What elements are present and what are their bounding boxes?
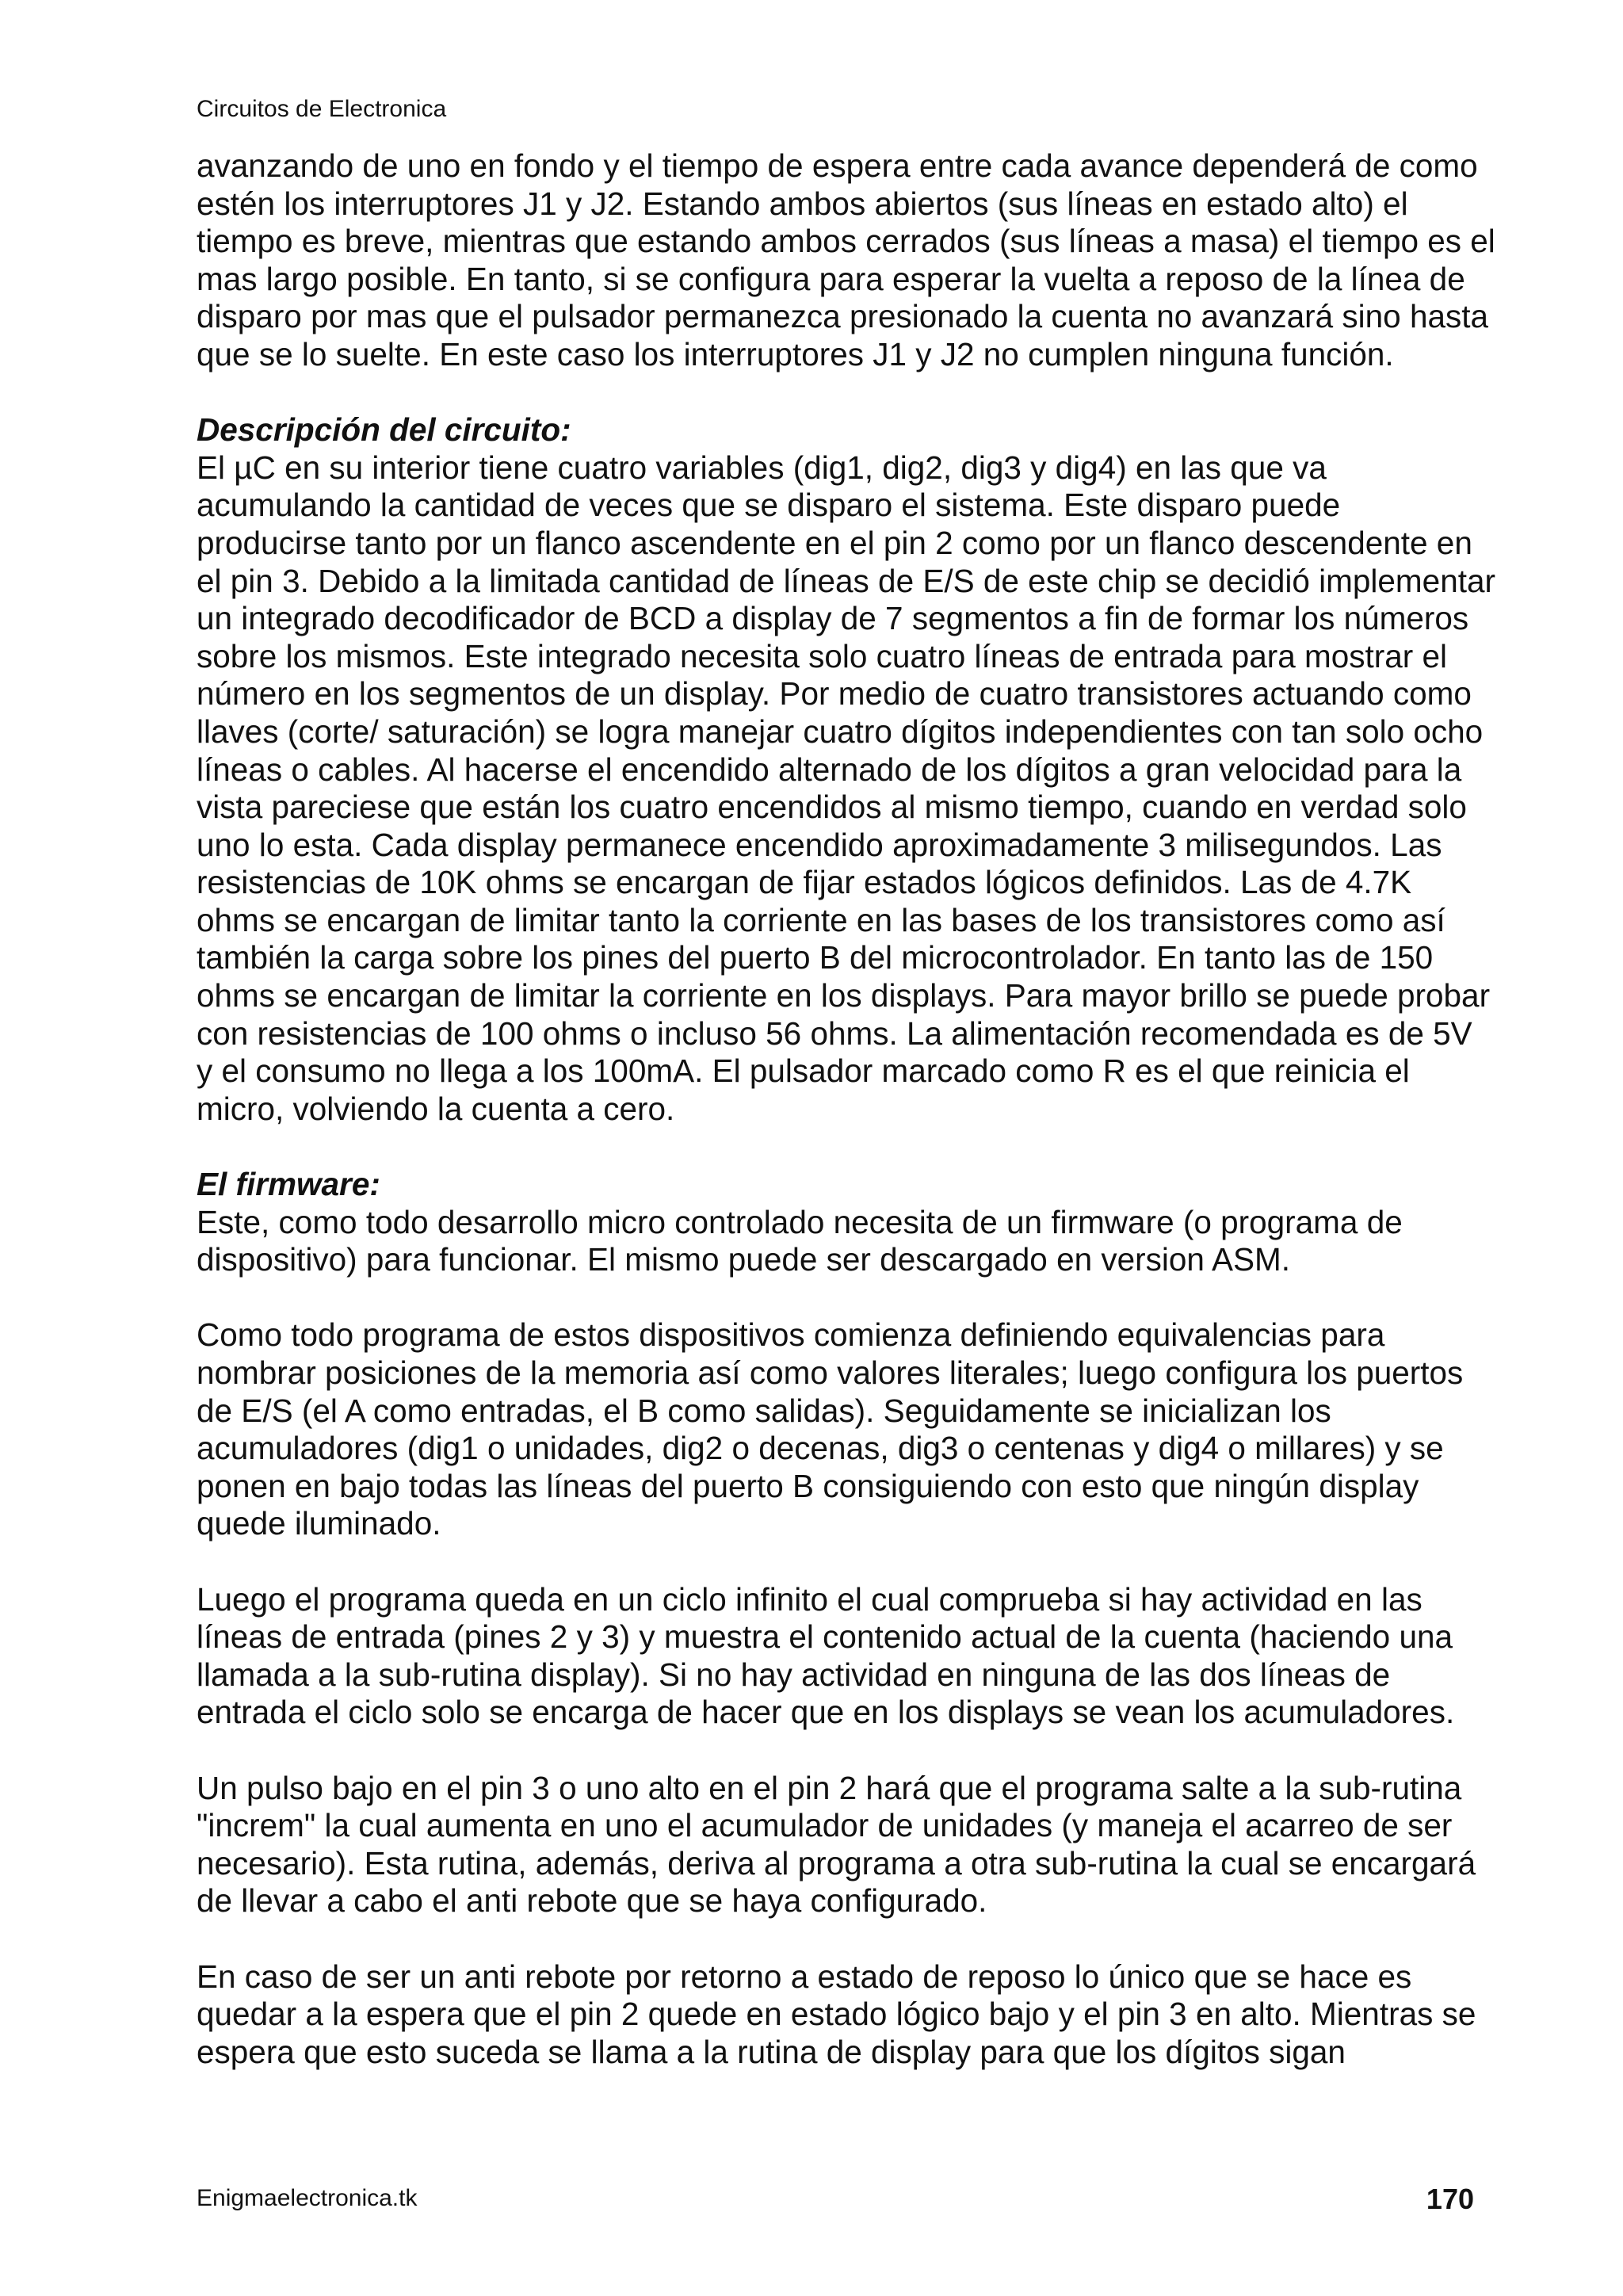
running-header: Circuitos de Electronica bbox=[197, 96, 447, 122]
paragraph-firmware-increm: Un pulso bajo en el pin 3 o uno alto en el pin 2 hará que el programa salte a la sub-rutina "increm" la cual aumenta en uno el acumulador de unidades (y maneja el acarreo de ser necesario). Esta rutina, además, deriva al programa a otra sub-rutina la cual se encargará de llevar a cabo el anti rebote que se haya configurado. bbox=[197, 1769, 1476, 1920]
paragraph-firmware-loop: Luego el programa queda en un ciclo infinito el cual comprueba si hay actividad en las líneas de entrada (pines 2 y 3) y muestra el contenido actual de la cuenta (haciendo una llamada a la sub-rutina display). Si no hay actividad en ninguna de las dos líneas de entrada el ciclo solo se encarga de hacer que en los displays se vean los acumuladores. bbox=[197, 1580, 1455, 1731]
page-content bbox=[197, 147, 1496, 2071]
paragraph-firmware-intro: Este, como todo desarrollo micro controlado necesita de un firmware (o programa de dispositivo) para funcionar. El mismo puede ser descargado en version ASM. bbox=[197, 1203, 1403, 1278]
paragraph-intro: avanzando de uno en fondo y el tiempo de espera entre cada avance dependerá de como estén los interruptores J1 y J2. Estando ambos abiertos (sus líneas en estado alto) el tiempo es breve, mientras que estando ambos cerrados (sus líneas a masa) el tiempo es el mas largo posible. En tanto, si se configura para esperar la vuelta a reposo de la línea de disparo por mas que el pulsador permanezca presionado la cuenta no avanzará sino hasta que se lo suelte. En este caso los interruptores J1 y J2 no cumplen ninguna función. bbox=[197, 147, 1495, 372]
footer-site: Enigmaelectronica.tk bbox=[197, 2185, 418, 2211]
paragraph-circuit: El µC en su interior tiene cuatro variables (dig1, dig2, dig3 y dig4) en las que va acumulando la cantidad de veces que se disparo el sistema. Este disparo puede producirse tanto por un flanco ascendente en el pin 2 como por un flanco descendente en el pin 3. Debido a la limitada cantidad de líneas de E/S de este chip se decidió implementar un integrado decodificador de BCD a display de 7 segmentos a fin de formar los números sobre los mismos. Este integrado necesita solo cuatro líneas de entrada para mostrar el número en los segmentos de un display. Por medio de cuatro transistores actuando como llaves (corte/ saturación) se logra manejar cuatro dígitos independientes con tan solo ocho líneas o cables. Al hacerse el encendido alternado de los dígitos a gran velocidad para la vista pareciese que están los cuatro encendidos al mismo tiempo, cuando en verdad solo uno lo esta. Cada display permanece encendido aproximadamente 3 milisegundos. Las resistencias de 10K ohms se encargan de fijar estados lógicos definidos. Las de 4.7K ohms se encargan de limitar tanto la corriente en las bases de los transistores como así también la carga sobre los pines del puerto B del microcontrolador. En tanto las de 150 ohms se encargan de limitar la corriente en los displays. Para mayor brillo se puede probar con resistencias de 100 ohms o incluso 56 ohms. La alimentación recomendada es de 5V y el consumo no llega a los 100mA. El pulsador marcado como R es el que reinicia el micro, volviendo la cuenta a cero. bbox=[197, 449, 1495, 1127]
page-number: 170 bbox=[1426, 2183, 1474, 2215]
paragraph-firmware-debounce: En caso de ser un anti rebote por retorno a estado de reposo lo único que se hace es quedar a la espera que el pin 2 quede en estado lógico bajo y el pin 3 en alto. Mientras se espera que esto suceda se llama a la rutina de display para que los dígitos sigan bbox=[197, 1958, 1476, 2070]
section-heading-circuit: Descripción del circuito: bbox=[197, 411, 571, 449]
section-heading-firmware: El firmware: bbox=[197, 1166, 380, 1203]
paragraph-firmware-setup: Como todo programa de estos dispositivos comienza definiendo equivalencias para nombrar posiciones de la memoria así como valores literales; luego configura los puertos de E/S (el A como entradas, el B como salidas). Seguidamente se inicializan los acumuladores (dig1 o unidades, dig2 o decenas, dig3 o centenas y dig4 o millares) y se ponen en bajo todas las líneas del puerto B consiguiendo con esto que ningún display quede iluminado. bbox=[197, 1316, 1464, 1542]
